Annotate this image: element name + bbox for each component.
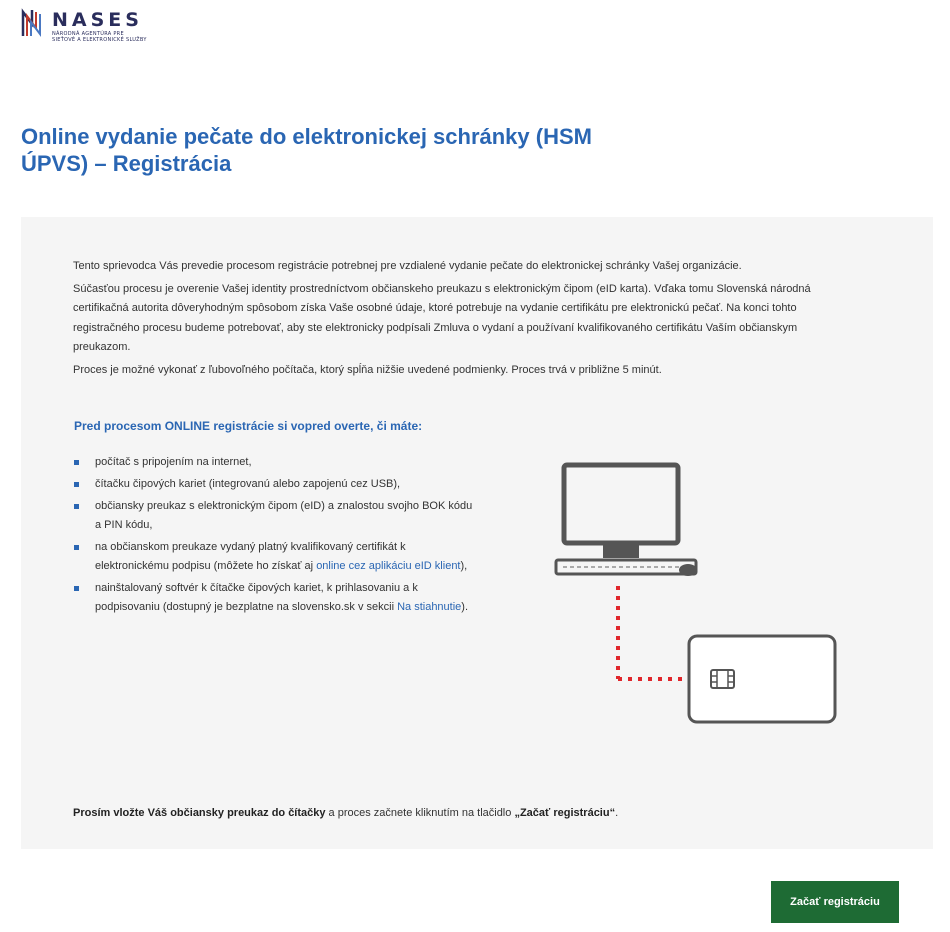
id-card-icon xyxy=(689,636,835,722)
list-item: občiansky preukaz s elektronickým čipom (eID) a znalostou svojho BOK kódu a PIN kódu, xyxy=(73,497,473,535)
requirements-list xyxy=(73,453,473,620)
nases-logo-icon xyxy=(20,6,46,40)
list-item: na občianskom preukaze vydaný platný kvalifikovaný certifikát k elektronickému podpisu (môžete ho získať aj online cez aplikáciu eID klient), xyxy=(73,538,473,576)
bullet-icon xyxy=(74,482,79,487)
nases-logo[interactable] xyxy=(20,6,147,43)
monitor-icon xyxy=(556,465,697,576)
insert-card-note: Prosím vložte Váš občiansky preukaz do čítačky a proces začnete kliknutím na tlačidlo „Začať registráciu“. xyxy=(73,807,619,819)
start-registration-button[interactable]: Začať registráciu xyxy=(771,881,899,923)
list-item: čítačku čipových kariet (integrovanú alebo zapojenú cez USB), xyxy=(73,475,473,494)
logo-wordmark: NASES xyxy=(52,9,143,31)
intro-text xyxy=(73,257,813,383)
page-title: Online vydanie pečate do elektronickej schránky (HSM ÚPVS) – Registrácia xyxy=(21,124,592,176)
intro-paragraph-3: Proces je možné vykonať z ľubovoľného počítača, ktorý spĺňa nižšie uvedené podmienky. Proces trvá v približne 5 minút. xyxy=(73,363,662,376)
logo-subtitle: NÁRODNÁ AGENTÚRA PRE SIEŤOVÉ A ELEKTRONICKÉ SLUŽBY xyxy=(52,31,147,43)
list-item: nainštalovaný softvér k čítačke čipových kariet, k prihlasovaniu a k podpisovaniu (dostupný je bezplatne na slovensko.sk v sekcii Na stiahnutie). xyxy=(73,579,473,617)
eid-client-link[interactable]: online cez aplikáciu eID klient xyxy=(316,560,461,572)
intro-paragraph-2: Súčasťou procesu je overenie Vašej identity prostredníctvom občianskeho preukazu s elektronickým čipom (eID karta). Vďaka tomu Slovenská národná certifikačná autorita dôveryhodným spôsobom získa Vaše osobné údaje, ktoré potrebuje na vydanie certifikátu pre elektronickú pečať. Na konci tohto registračného procesu budeme potrebovať, aby ste elektronicky podpísali Zmluva o vydaní a používaní kvalifikovaného certifikátu Vaším občianskym preukazom. xyxy=(73,282,811,353)
list-item: počítač s pripojením na internet, xyxy=(73,453,473,472)
dotted-connection xyxy=(618,586,688,679)
requirements-heading: Pred procesom ONLINE registrácie si vopred overte, či máte: xyxy=(74,419,423,433)
bullet-icon xyxy=(74,586,79,591)
downloads-link[interactable]: Na stiahnutie xyxy=(397,601,462,613)
bullet-icon xyxy=(74,460,79,465)
intro-paragraph-1: Tento sprievodca Vás prevedie procesom registrácie potrebnej pre vzdialené vydanie pečate do elektronickej schránky Vašej organizácie. xyxy=(73,260,742,272)
bullet-icon xyxy=(74,545,79,550)
bullet-icon xyxy=(74,504,79,509)
content-panel xyxy=(21,217,933,849)
computer-card-illustration xyxy=(551,462,851,732)
